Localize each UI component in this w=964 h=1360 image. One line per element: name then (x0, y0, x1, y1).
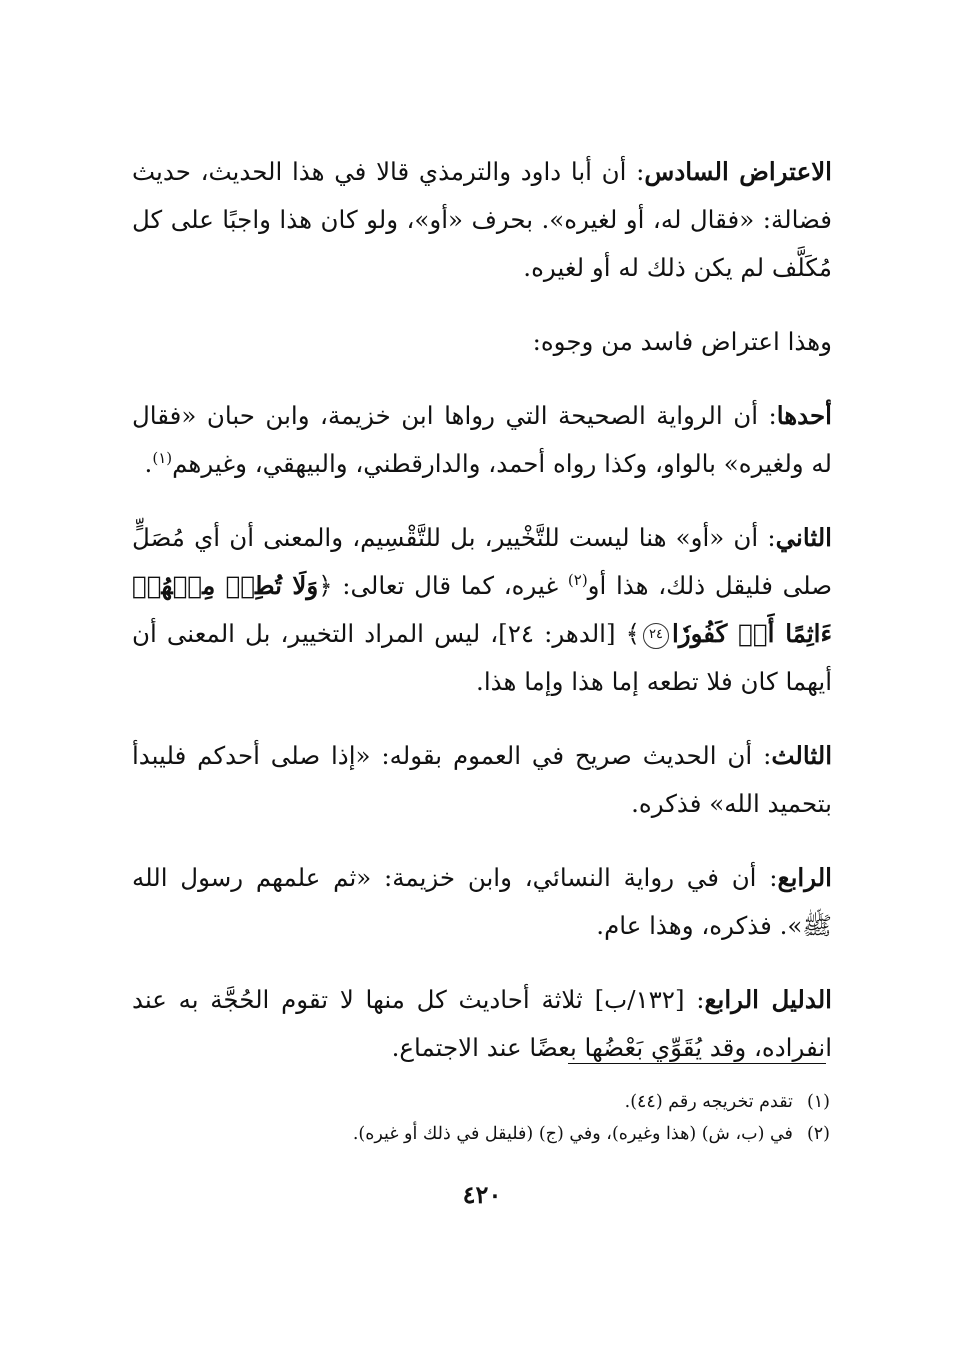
paragraph-text: غيره، كما قال تعالى: (332, 571, 568, 600)
paragraph-end: . (144, 449, 153, 478)
footnote-ref-1[interactable]: (١) (152, 448, 173, 467)
paragraph-reply-intro (132, 318, 832, 366)
paragraph-heading: الثاني (775, 523, 832, 552)
quran-verse: وَلَا تُطِعۡ مِنۡهُمۡ ءَاثِمًا أَوۡ كَفُورٗا (132, 571, 832, 648)
footnote-number: (٢) (806, 1124, 830, 1144)
paragraph-heading: الدليل الرابع (704, 985, 832, 1014)
footnote-text: في (ب، ش) (هذا وغيره)، وفي (ج) (فليقل في ذلك أو غيره). (352, 1124, 793, 1144)
paragraph-fourth-aspect (132, 854, 832, 950)
ayah-number-marker: ٢٤ (643, 623, 669, 649)
footnote-text: تقدم تخريجه رقم (٤٤). (624, 1092, 793, 1112)
footnote-number: (١) (806, 1092, 830, 1112)
footnote-1 (130, 1086, 830, 1118)
paragraph-text: : أن أبا داود والترمذي قالا في هذا الحديث، حديث فضالة: «فقال له، أو لغيره». بحرف «أو»، ولو كان هذا واجبًا على كل مُكَلَّف لم يكن ذلك له أو لغيره. (132, 157, 832, 282)
footnotes (130, 1086, 830, 1150)
paragraph-text: : أن في رواية النسائي، وابن خزيمة: «ثم علمهم رسول الله ﷺ». فذكره، وهذا عام. (132, 863, 832, 940)
paragraph-third-aspect (132, 732, 832, 828)
paragraph-text: : أن «أو» هنا ليست للتَّخْيير، بل للتَّقْسِيم، والمعنى أن أي مُصَلٍّ صلى فليقل ذلك، هذا أو (132, 523, 833, 600)
paragraph-sixth-objection (132, 148, 832, 292)
footnote-2 (130, 1118, 830, 1150)
paragraph-text: وهذا اعتراض فاسد من وجوه: (532, 327, 832, 356)
quran-bracket-open: ﴿ (318, 571, 333, 600)
paragraph-text: [الدهر: ٢٤]، ليس المراد التخيير، بل المعنى أن أيهما كان فلا تطعه إما هذا وإما هذا. (132, 619, 832, 696)
page-body (132, 148, 832, 1098)
paragraph-heading: أحدها (776, 401, 832, 430)
footnote-ref-2[interactable]: (٢) (567, 570, 588, 589)
paragraph-first-aspect (132, 392, 832, 488)
paragraph-text: : أن الرواية الصحيحة التي رواها ابن خزيمة، وابن حبان «فقال له ولغيره» بالواو، وكذا رواه أحمد، والدارقطني، والبيهقي، وغيرهم (132, 401, 832, 478)
paragraph-text: : أن الحديث صريح في العموم بقوله: «إذا صلى أحدكم فليبدأ بتحميد الله» فذكره. (132, 741, 832, 818)
paragraph-heading: الثالث (771, 741, 832, 770)
page-number: ٤٢٠ (462, 1180, 502, 1209)
quran-bracket-close: ﴾ (625, 619, 640, 648)
paragraph-heading: الرابع (777, 863, 832, 892)
footnote-separator (568, 1063, 826, 1064)
paragraph-second-aspect (132, 514, 832, 706)
paragraph-heading: الاعتراض السادس (644, 157, 832, 186)
paragraph-fourth-evidence (132, 976, 832, 1072)
paragraph-text: : [١٣٢/ب] ثلاثة أحاديث كل منها لا تقوم الحُجَّة به عند انفراده، وقد يُقَوِّي بَعْضُها بعضًا عند الاجتماع. (132, 985, 832, 1062)
